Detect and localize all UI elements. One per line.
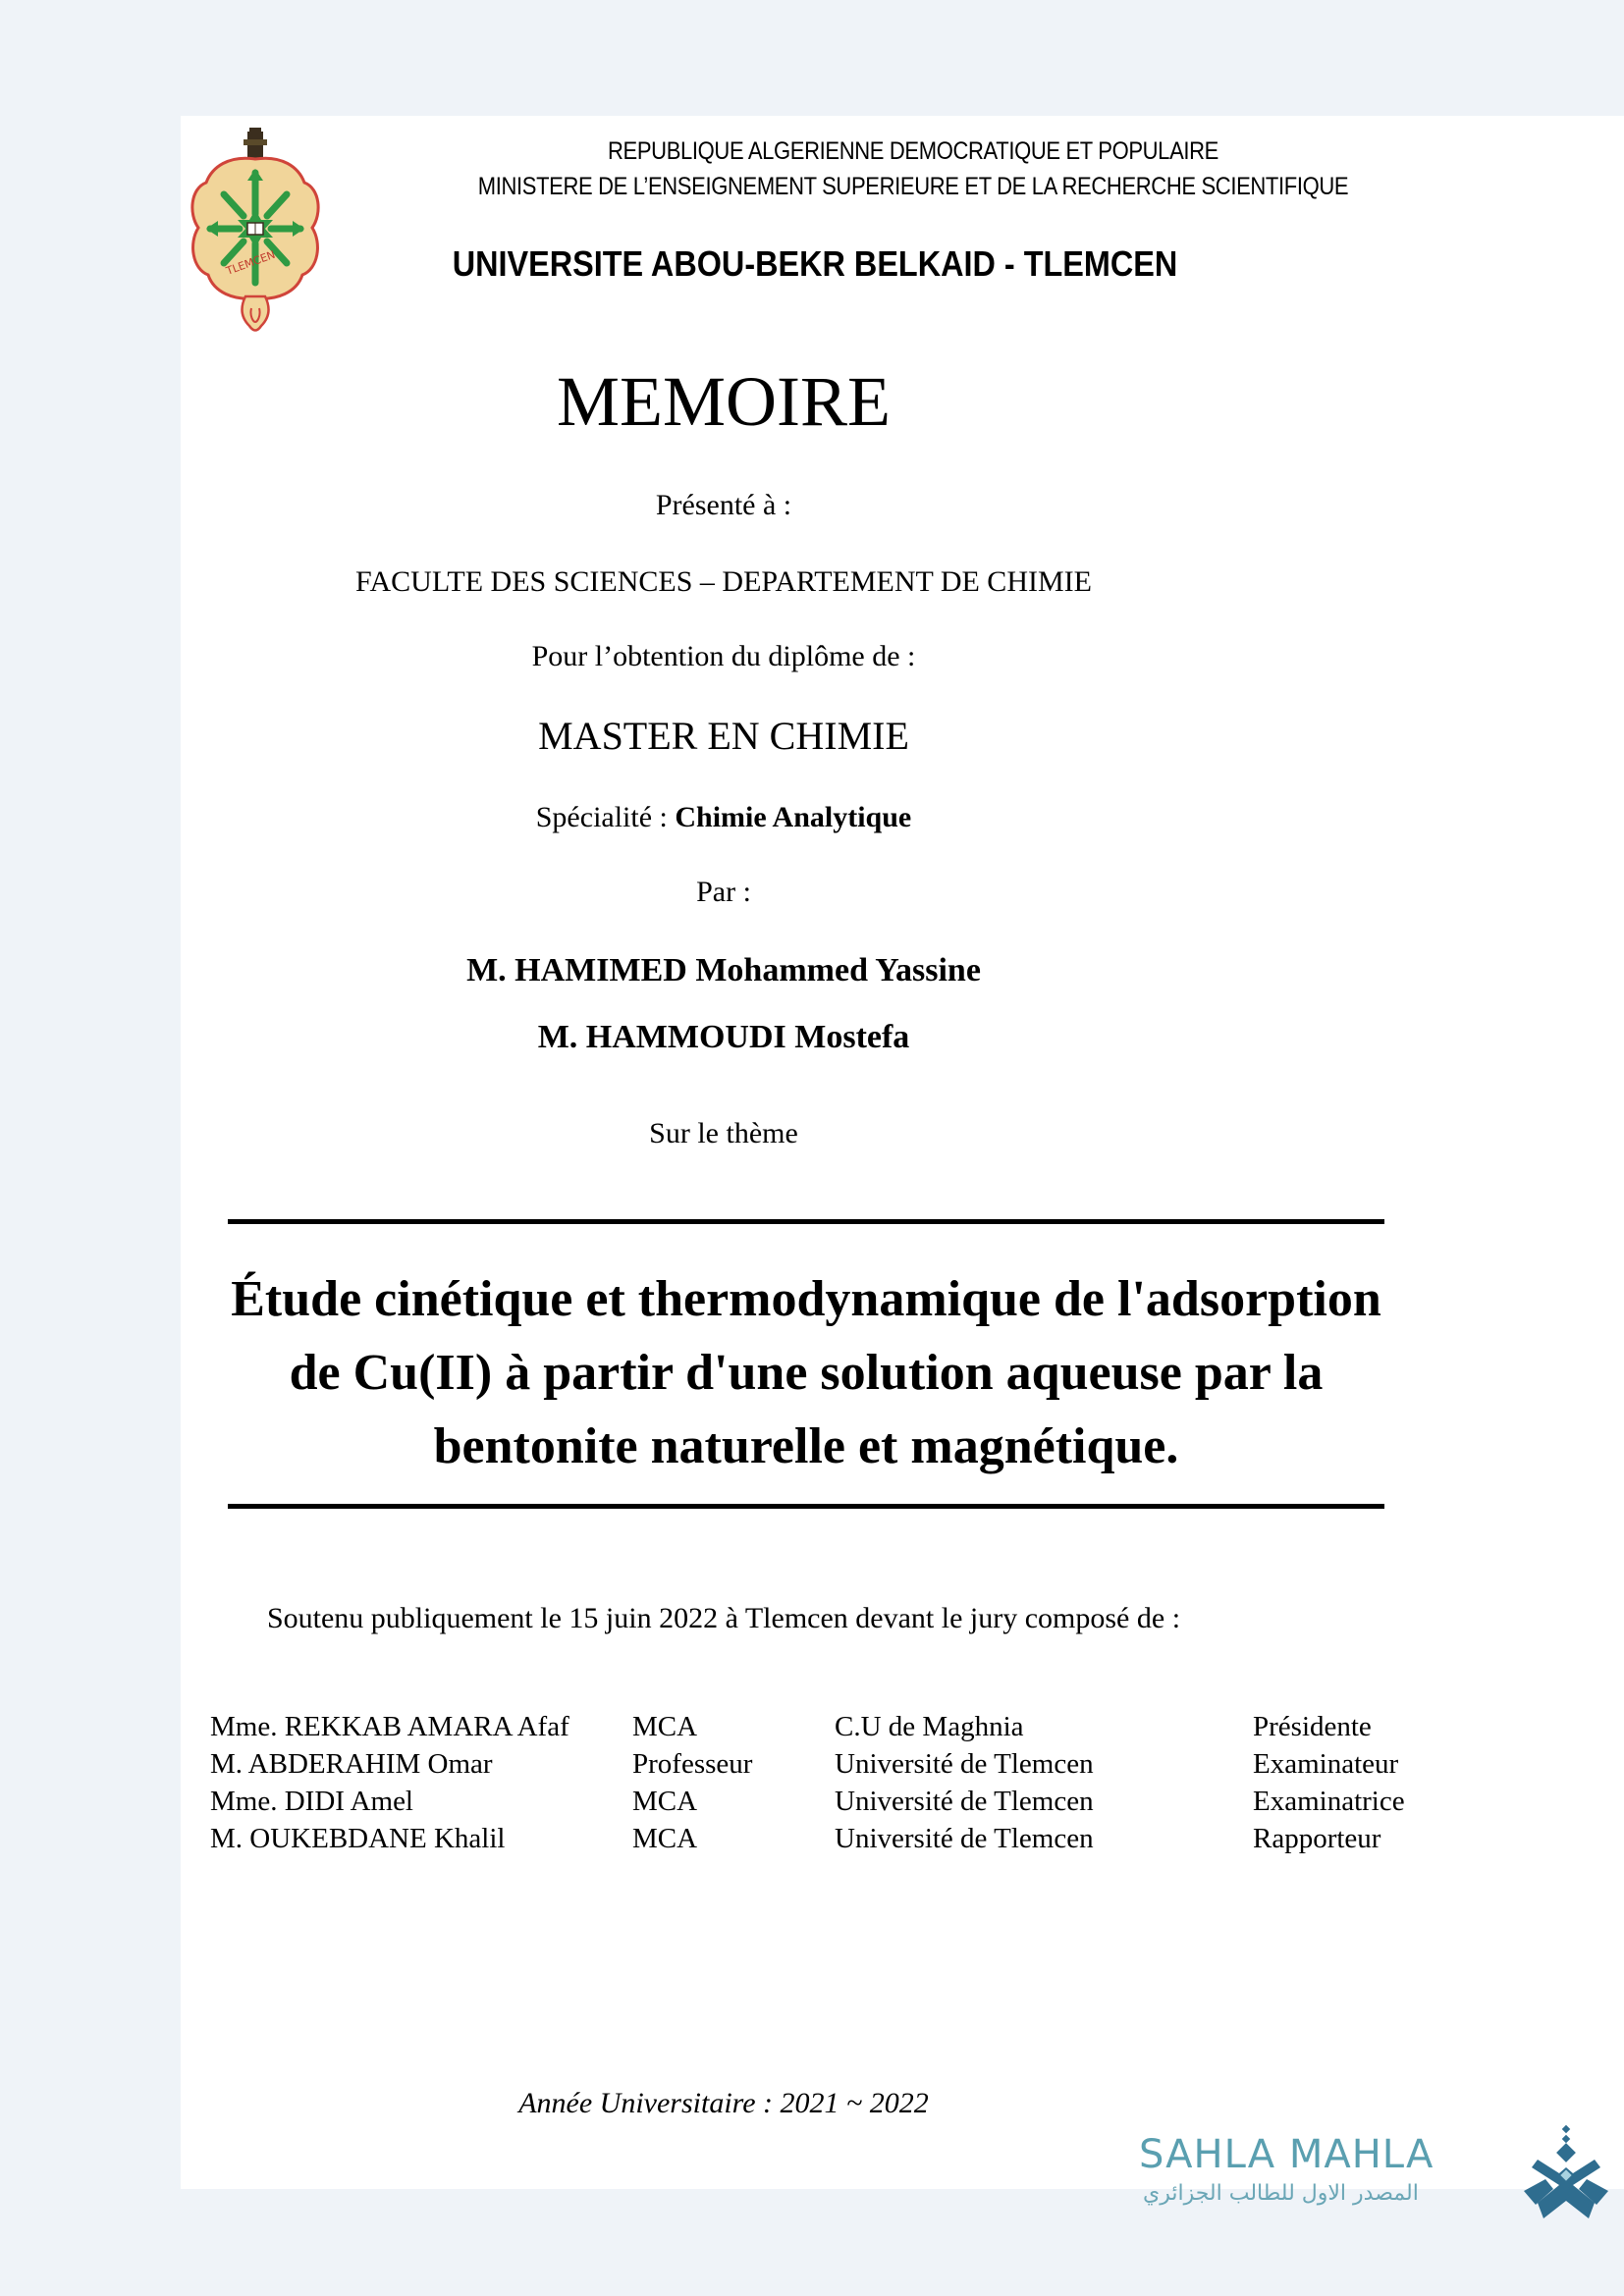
jury-institution: C.U de Maghnia [835,1711,1024,1742]
jury-role: Examinateur [1253,1748,1399,1780]
jury-grade: MCA [632,1786,698,1817]
author-1: M. HAMIMED Mohammed Yassine [466,952,981,988]
theme-label: Sur le thème [649,1117,798,1149]
academic-year: Année Universitaire : 2021 ~ 2022 [518,2087,929,2119]
defense-statement: Soutenu publiquement le 15 juin 2022 à Tlemcen devant le jury composé de : [266,1602,1181,1634]
diploma-name: MASTER EN CHIMIE [538,714,909,758]
specialty-value: Chimie Analytique [675,801,912,833]
by-label: Par : [696,876,751,908]
sahla-mahla-watermark [1131,2120,1622,2228]
republic-heading: REPUBLIQUE ALGERIENNE DEMOCRATIQUE ET POPULAIRE [607,137,1219,165]
title-bottom-rule [228,1504,1384,1509]
jury-institution: Université de Tlemcen [835,1786,1094,1817]
jury-institution: Université de Tlemcen [835,1823,1094,1854]
jury-institution: Université de Tlemcen [835,1748,1094,1780]
jury-name: M. ABDERAHIM Omar [210,1748,493,1780]
faculty-name: FACULTE DES SCIENCES – DEPARTEMENT DE CHIMIE [355,565,1092,598]
watermark-tagline: المصدر الاول للطالب الجزائري [1143,2181,1419,2206]
specialty-line [181,801,1267,834]
jury-role: Examinatrice [1253,1786,1405,1817]
specialty-label: Spécialité : [535,801,676,833]
jury-name: M. OUKEBDANE Khalil [210,1823,506,1854]
title-top-rule [228,1219,1384,1224]
jury-name: Mme. DIDI Amel [210,1786,413,1817]
jury-role: Rapporteur [1253,1823,1381,1854]
university-emblem-icon [189,126,322,338]
diploma-label: Pour l’obtention du diplôme de : [531,640,916,672]
author-2: M. HAMMOUDI Mostefa [537,1019,910,1055]
ministry-heading: MINISTERE DE L’ENSEIGNEMENT SUPERIEURE ET DE LA RECHERCHE SCIENTIFIQUE [477,173,1349,200]
document-page [181,116,1624,2189]
presented-to-label: Présenté à : [655,489,792,521]
thesis-title: Étude cinétique et thermodynamique de l'adsorption de Cu(II) à partir d'une solution aqueuse par la bentonite naturelle et magnétique. [231,1271,1381,1474]
university-name: UNIVERSITE ABOU-BEKR BELKAID - TLEMCEN [452,243,1178,284]
jury-grade: MCA [632,1711,698,1742]
jury-grade: Professeur [632,1748,753,1780]
svg-text:TLEMCEN: TLEMCEN [224,247,278,278]
sahla-mahla-logo-icon [1514,2120,1622,2228]
document-type: MEMOIRE [557,362,891,441]
jury-role: Présidente [1253,1711,1372,1742]
jury-grade: MCA [632,1823,698,1854]
jury-name: Mme. REKKAB AMARA Afaf [210,1711,569,1742]
watermark-brand: SAHLA MAHLA [1139,2132,1435,2177]
